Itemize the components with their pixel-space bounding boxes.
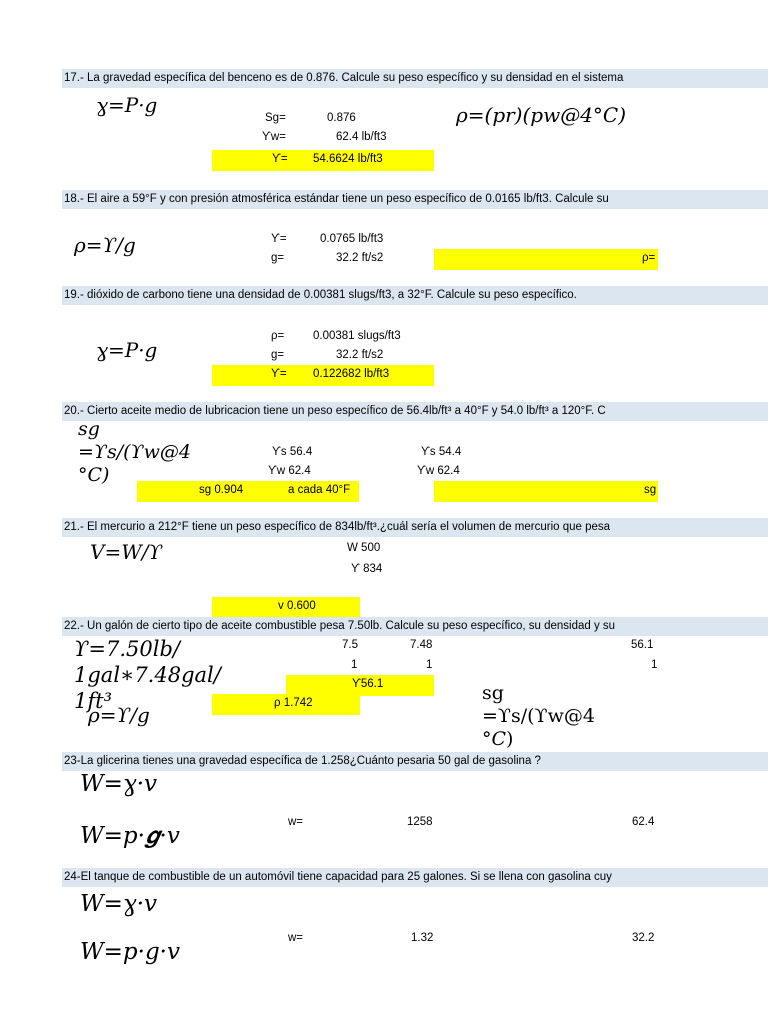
y-label-19: ϒ= <box>271 368 287 380</box>
y-label: ϒ= <box>272 153 288 165</box>
rho-label-19: ρ= <box>271 330 285 342</box>
ys-value-1: ϒs 56.4 <box>272 446 313 458</box>
sg-note: a cada 40°F <box>288 484 351 496</box>
result-cell-22b <box>212 694 360 715</box>
value-23b: 62.4 <box>632 816 655 828</box>
rho-result-22: ρ 1.742 <box>274 697 313 709</box>
sg-result: sg 0.904 <box>199 484 244 496</box>
question-17: 17.- La gravedad específica del benceno es de 0.876. Calcule su peso específico y su densidad en el sistema <box>62 69 768 88</box>
formula-specific-weight-22: ϒ=7.50𝑙𝑏/ 1𝑔𝑎𝑙∗7.48𝑔𝑎𝑙/ 1𝑓𝑡³ <box>74 637 221 713</box>
g-value-18: 32.2 ft/s2 <box>336 252 384 264</box>
question-23: 23-La glicerina tienes una gravedad específica de 1.258¿Cuánto pesaria 50 gal de gasolina ? <box>62 752 768 771</box>
clipped-row <box>0 939 768 965</box>
question-21: 21.- El mercurio a 212°F tiene un peso específico de 834lb/ft³.¿cuál sería el volumen de mercurio que pesa <box>62 518 768 537</box>
formula-weight: W=ɣ·𝑣 <box>80 771 157 797</box>
w-label-23: w= <box>288 816 304 828</box>
g-label-19: g= <box>271 349 285 361</box>
g-label-18: g= <box>271 252 285 264</box>
value-b3: 1 <box>651 659 658 671</box>
yw-value-2: ϒw 62.4 <box>417 465 460 477</box>
value-b1: 1 <box>351 659 358 671</box>
result-cell-21 <box>212 597 360 618</box>
value-a1: 7.5 <box>342 639 358 651</box>
result-cell-20b <box>434 481 658 502</box>
y-value-21: ϒ 834 <box>351 563 383 575</box>
formula-specific-weight-19: ɣ=𝑃·𝑔 <box>96 338 158 362</box>
sg-label: Sg= <box>265 112 286 124</box>
result-cell-17 <box>212 150 434 171</box>
question-20: 20.- Cierto aceite medio de lubricacion tiene un peso específico de 56.4lb/ft³ a 40°F y 54.0 lb/ft³ a 120°F. C <box>62 402 768 421</box>
y-result-22: ϒ56.1 <box>352 678 384 690</box>
formula-weight-expanded-24: W=𝑝·𝑔·𝑣 <box>80 939 180 965</box>
yw-value-1: ϒw 62.4 <box>268 465 311 477</box>
question-24: 24-El tanque de combustible de un automóvil tiene capacidad para 25 galones. Si se llena con gasolina cuy <box>62 868 768 887</box>
sg-value: 0.876 <box>327 112 356 124</box>
formula-weight-24: W=ɣ·𝑣 <box>80 891 157 917</box>
formula-density: ρ=(𝑝𝑟)(𝑝𝑤@4°𝐶) <box>456 103 627 127</box>
y-value: 54.6624 lb/ft3 <box>313 153 383 165</box>
result-cell-22a <box>286 675 434 696</box>
formula-specific-weight: ɣ=𝑃·𝑔 <box>96 93 158 117</box>
value-24b: 32.2 <box>632 932 655 944</box>
formula-density-18: ρ=ϒ/𝑔 <box>74 233 136 257</box>
ys-value-2: ϒs 54.4 <box>421 446 462 458</box>
value-b2: 1 <box>426 659 433 671</box>
sg-label-20b: sg <box>644 484 657 496</box>
result-cell-20 <box>137 481 359 502</box>
formula-density-22: ρ=ϒ/𝑔 <box>88 703 150 727</box>
result-cell-19 <box>212 365 434 386</box>
value-23a: 1258 <box>407 816 433 828</box>
rho-label-18: ρ= <box>642 252 656 264</box>
y-label-18: ϒ= <box>271 233 287 245</box>
w-label-24: w= <box>288 932 304 944</box>
w-value-21: W 500 <box>347 542 381 554</box>
formula-specific-gravity: sg =ϒ𝑠/(ϒ𝑤@4 °𝐶) <box>78 418 191 486</box>
question-22: 22.- Un galón de cierto tipo de aceite combustible pesa 7.50lb. Calcule su peso específico, su densidad y su <box>62 617 768 636</box>
value-a2: 7.48 <box>410 639 433 651</box>
g-value-19: 32.2 ft/s2 <box>336 349 384 361</box>
question-18: 18.- El aire a 59°F y con presión atmosférica estándar tiene un peso específico de 0.0165 lb/ft3. Calcule su <box>62 190 768 209</box>
question-19: 19.- dióxido de carbono tiene una densidad de 0.00381 slugs/ft3, a 32°F. Calcule su peso específico. <box>62 286 768 305</box>
formula-volume: V=𝑊/ϒ <box>90 540 163 564</box>
y-value-19: 0.122682 lb/ft3 <box>313 368 390 380</box>
value-a3: 56.1 <box>631 639 654 651</box>
formula-specific-gravity-22: sg =ϒs/(ϒw@4 °𝐶) <box>482 682 595 750</box>
v-result: v 0.600 <box>278 600 316 612</box>
value-24a: 1.32 <box>411 932 434 944</box>
yw-label: ϒw= <box>262 131 286 143</box>
result-cell-18 <box>434 249 658 270</box>
rho-value-19: 0.00381 slugs/ft3 <box>313 330 401 342</box>
formula-weight-expanded: W=𝑝·𝒈·𝑣 <box>80 823 180 849</box>
y-value-18: 0.0765 lb/ft3 <box>320 233 384 245</box>
yw-value: 62.4 lb/ft3 <box>336 131 387 143</box>
